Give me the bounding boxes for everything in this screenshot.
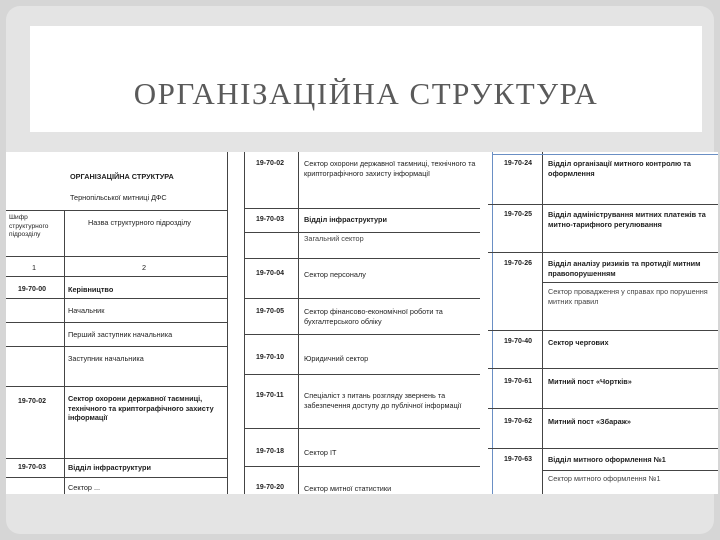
unit-name: Митний пост «Чортків» xyxy=(548,377,632,386)
table-line xyxy=(492,154,718,155)
table-line xyxy=(244,466,480,467)
unit-code: 19-70-00 xyxy=(18,286,47,293)
table-line xyxy=(488,252,718,253)
table-line xyxy=(6,386,228,387)
table-line xyxy=(244,258,480,259)
unit-code: 19-70-24 xyxy=(504,160,533,167)
table-line xyxy=(488,204,718,205)
unit-name: Заступник начальника xyxy=(68,354,144,363)
table-header-code: Шифр структурного підрозділу xyxy=(9,214,49,238)
unit-code: 19-70-04 xyxy=(256,270,285,277)
table-line xyxy=(6,276,228,277)
unit-code: 19-70-03 xyxy=(18,464,47,471)
unit-code: 19-70-10 xyxy=(256,354,285,361)
unit-name: Керівництво xyxy=(68,285,114,294)
table-line xyxy=(488,448,718,449)
unit-name: Сектор ... xyxy=(68,483,101,492)
table-line xyxy=(542,282,718,283)
table-line xyxy=(6,210,228,211)
unit-name: Перший заступник начальника xyxy=(68,330,173,339)
unit-name: Відділ аналізу ризиків та протидії митним правопорушенням xyxy=(548,259,701,278)
table-line xyxy=(6,477,228,478)
unit-name: Сектор чергових xyxy=(548,338,609,347)
unit-name: Сектор провадження у справах про порушення митних правил xyxy=(548,287,708,306)
unit-code: 19-70-26 xyxy=(504,260,533,267)
scanned-document xyxy=(6,152,718,494)
unit-name: Митний пост «Збараж» xyxy=(548,417,631,426)
slide-title: ОРГАНІЗАЦІЙНА СТРУКТУРА xyxy=(133,76,599,111)
unit-code: 19-70-40 xyxy=(504,338,533,345)
unit-name: Сектор митного оформлення №1 xyxy=(548,474,661,483)
unit-code: 19-70-11 xyxy=(256,392,284,399)
table-line xyxy=(488,408,718,409)
structure-column-1 xyxy=(6,152,228,494)
table-line xyxy=(244,232,480,233)
unit-name: Юридичний сектор xyxy=(304,354,369,363)
unit-name: Відділ інфраструктури xyxy=(68,463,151,472)
table-line xyxy=(244,428,480,429)
document-subheading: Тернопільської митниці ДФС xyxy=(70,193,167,202)
table-line xyxy=(6,256,228,257)
unit-name: Сектор ІТ xyxy=(304,448,337,457)
unit-name: Сектор охорони державної таємниці, технічного та криптографічного захисту інформації xyxy=(68,394,214,422)
unit-code: 19-70-03 xyxy=(256,216,285,223)
document-heading: ОРГАНІЗАЦІЙНА СТРУКТУРА xyxy=(70,172,174,181)
title-panel xyxy=(30,26,702,132)
unit-name: Сектор персоналу xyxy=(304,270,366,279)
unit-name: Сектор фінансово-економічної роботи та бухгалтерського обліку xyxy=(304,307,443,326)
table-line xyxy=(6,458,228,459)
table-border xyxy=(244,152,245,494)
unit-name: Спеціаліст з питань розгляду звернень та забезпечення доступу до публічної інформації xyxy=(304,391,462,410)
table-column-divider xyxy=(298,152,299,494)
unit-code: 19-70-20 xyxy=(256,484,285,491)
unit-code: 19-70-02 xyxy=(256,160,285,167)
unit-name: Відділ митного оформлення №1 xyxy=(548,455,666,464)
table-line xyxy=(244,334,480,335)
table-line xyxy=(488,368,718,369)
table-line xyxy=(244,208,480,209)
table-header-name: Назва структурного підрозділу xyxy=(88,218,191,227)
unit-code: 19-70-63 xyxy=(504,456,533,463)
table-header-number-2: 2 xyxy=(142,263,147,272)
table-line xyxy=(244,374,480,375)
unit-name: Сектор охорони державної таємниці, технічного та криптографічного захисту інформації xyxy=(304,159,476,178)
unit-name: Відділ адміністрування митних платежів та митно-тарифного регулювання xyxy=(548,210,706,229)
table-line xyxy=(6,346,228,347)
unit-code: 19-70-05 xyxy=(256,308,285,315)
unit-name: Відділ інфраструктури xyxy=(304,215,387,224)
unit-name: Загальний сектор xyxy=(304,234,364,243)
unit-code: 19-70-61 xyxy=(504,378,533,385)
unit-code: 19-70-25 xyxy=(504,211,533,218)
unit-name: Начальник xyxy=(68,306,105,315)
table-line xyxy=(244,298,480,299)
table-column-divider xyxy=(64,210,65,494)
structure-column-3 xyxy=(488,152,718,494)
unit-code: 19-70-18 xyxy=(256,448,285,455)
table-border xyxy=(227,152,228,494)
table-line xyxy=(6,298,228,299)
unit-name: Сектор митної статистики xyxy=(304,484,392,493)
table-line xyxy=(6,322,228,323)
table-line xyxy=(542,470,718,471)
unit-code: 19-70-62 xyxy=(504,418,533,425)
table-line xyxy=(488,330,718,331)
unit-name: Відділ організації митного контролю та оформлення xyxy=(548,159,691,178)
table-header-number-1: 1 xyxy=(32,263,37,272)
structure-column-2 xyxy=(244,152,480,494)
unit-code: 19-70-02 xyxy=(18,398,47,405)
